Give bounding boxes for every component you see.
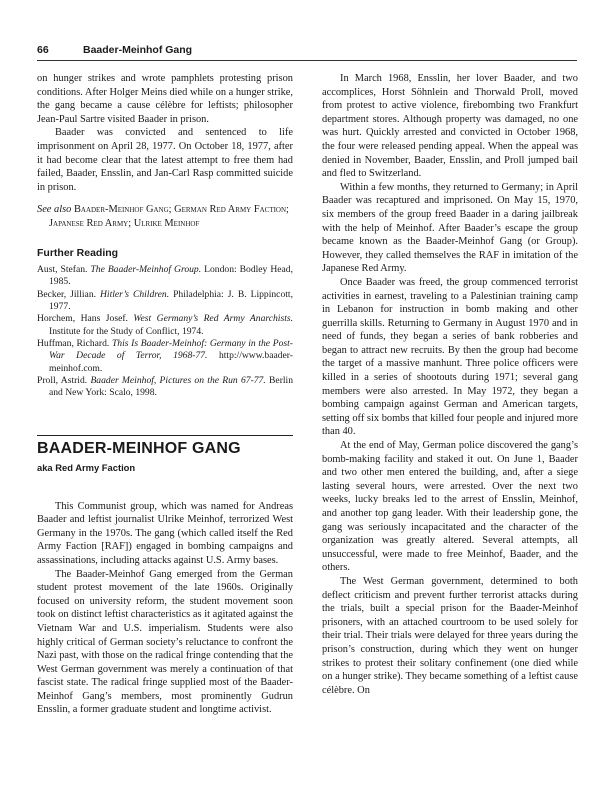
ref-rest: Berlin and New York: Scalo, 1998. <box>49 374 294 399</box>
paragraph: on hunger strikes and wrote pamphlets protesting prison conditions. After Holger Meins died while on a hunger strike, the gang became a cause célèbre for leftists; philosopher Jean-Paul Sartre visited Baader in prison. <box>37 73 293 125</box>
header-rule <box>37 60 577 61</box>
running-header <box>37 44 577 56</box>
paragraph: At the end of May, German police discovered the gang’s bomb-making facility and staked it out. On June 1, Baader and two other men entered the building, and, after a siege lasting several hours, were arrested. Over the next two weeks, lucky breaks led to the arrest of Ensslin, Meinhof, and another top gang leader. With their leadership gone, the gang was seriously incapacitated and the character of the organization was greatly altered. Several attempts, all unsuccessful, were made to free Meinhof, Baader, and the others. <box>322 440 578 574</box>
ref-rest: Philadelphia: J. B. Lippincott, 1977. <box>49 288 293 313</box>
further-reading-heading: Further Reading <box>37 246 119 259</box>
reference-item <box>37 264 293 289</box>
see-also-links: Baader-Meinhof Gang; German Red Army Faction; Japanese Red Army; Ulrike Meinhof <box>49 204 289 229</box>
see-also <box>37 203 293 230</box>
ref-author: Horchem, Hans Josef. <box>37 313 128 325</box>
entry-aka: aka Red Army Faction <box>37 461 136 473</box>
ref-title: The Baader-Meinhof Group. <box>90 264 202 276</box>
ref-rest: http://www.baader-meinhof.com. <box>49 350 293 374</box>
ref-rest: Institute for the Study of Conflict, 1974. <box>49 325 204 337</box>
ref-author: Becker, Jillian. <box>37 288 97 300</box>
ref-title: Hitler’s Children. <box>100 288 170 300</box>
page-number: 66 <box>37 44 49 56</box>
ref-title: West Germany’s Red Army Anarchists. <box>133 313 293 325</box>
paragraph: The West German government, determined to both deflect criticism and prevent further terrorist attacks during the trials, built a special prison for the Baader-Meinhof prisoners, with an attached courtroom to be used solely for their trial. Their trials were delayed for three years during the prison’s construction, during which they went on hunger strikes to protest their solitary confinement (one died while on a hunger strike). They became something of a leftist cause célèbre. On <box>322 575 578 696</box>
ref-rest: London: Bodley Head, 1985. <box>49 264 293 288</box>
running-title: Baader-Meinhof Gang <box>83 44 193 56</box>
reference-item <box>37 289 293 314</box>
ref-author: Huffman, Richard. <box>37 337 110 349</box>
ref-title: This Is Baader-Meinhof: Germany in the Post-War Decade of Terror, 1968-77. <box>49 337 293 362</box>
paragraph: Once Baader was freed, the group commenced terrorist activities in earnest, traveling to a Palestinian training camp in Lebanon for instruction in bomb making and other guerrilla skills. Returning to Germany in August 1970 and in need of funds, they began a series of bank robberies and began to attract new recruits. By then the group had become the target of a massive manhunt. Three police officers were killed in a series of shootouts during 1971; several gang members were also arrested. In May 1972, they began a bombing campaign against German and American targets, setting off six bombs that killed four people and injured more than 40. <box>322 276 578 438</box>
ref-title: Baader Meinhof, Pictures on the Run 67-77. <box>90 374 266 386</box>
paragraph: Within a few months, they returned to Germany; in April Baader was recaptured and imprisoned. On May 15, 1970, six members of the group freed Baader in a daring jailbreak with the help of Meinhof. After Baader’s escape the group became known as the Baader-Meinhof Gang (or Group). However, they called themselves the RAF in imitation of the Japanese Red Army. <box>322 181 578 275</box>
paragraph: This Communist group, which was named for Andreas Baader and leftist journalist Ulrike Meinhof, terrorized West Germany in the 1970s. The gang (which called itself the Red Army Faction [RAF]) engaged in bombing campaigns and assassinations, including attacks against U.S. Army bases. <box>37 500 293 566</box>
right-column <box>322 72 578 697</box>
left-column <box>37 72 293 717</box>
reference-item <box>37 313 293 338</box>
paragraph: In March 1968, Ensslin, her lover Baader, and two accomplices, Horst Söhnlein and Thorwald Proll, moved from protest to active violence, firebombing two Frankfurt department stores. Although property was damaged, no one was hurt. Quickly arrested and convicted in October 1968, the four were released pending appeal. When the appeal was denied in November, Baader, Ensslin, and Proll jumped bail and fled to Switzerland. <box>322 73 578 180</box>
ref-author: Aust, Stefan. <box>37 264 88 276</box>
paragraph: Baader was convicted and sentenced to life imprisonment on April 28, 1977. On October 18, 1977, after it had become clear that the latest attempt to free them had failed, Baader, Ensslin, and Jan-Carl Rasp committed suicide in prison. <box>37 127 293 193</box>
ref-author: Proll, Astrid. <box>37 374 88 386</box>
entry-title: BAADER-MEINHOF GANG <box>37 435 293 456</box>
see-also-label: See also <box>37 204 72 216</box>
reference-item <box>37 375 293 400</box>
reference-item <box>37 338 293 375</box>
paragraph: The Baader-Meinhof Gang emerged from the German student protest movement of the late 1960s. Originally focused on university reform, the student movement soon took on distinct leftist characteristics as it agitated against the Vietnam War and U.S. imperialism. Students were also highly critical of German society’s reluctance to confront the Nazi past, with those on the radical fringe contending that the West German government was merely a continuation of that fascist state. The radical fringe supplied most of the Baader-Meinhof Gang’s members, most prominently Gudrun Ensslin, a former graduate student and longtime activist. <box>37 568 293 716</box>
